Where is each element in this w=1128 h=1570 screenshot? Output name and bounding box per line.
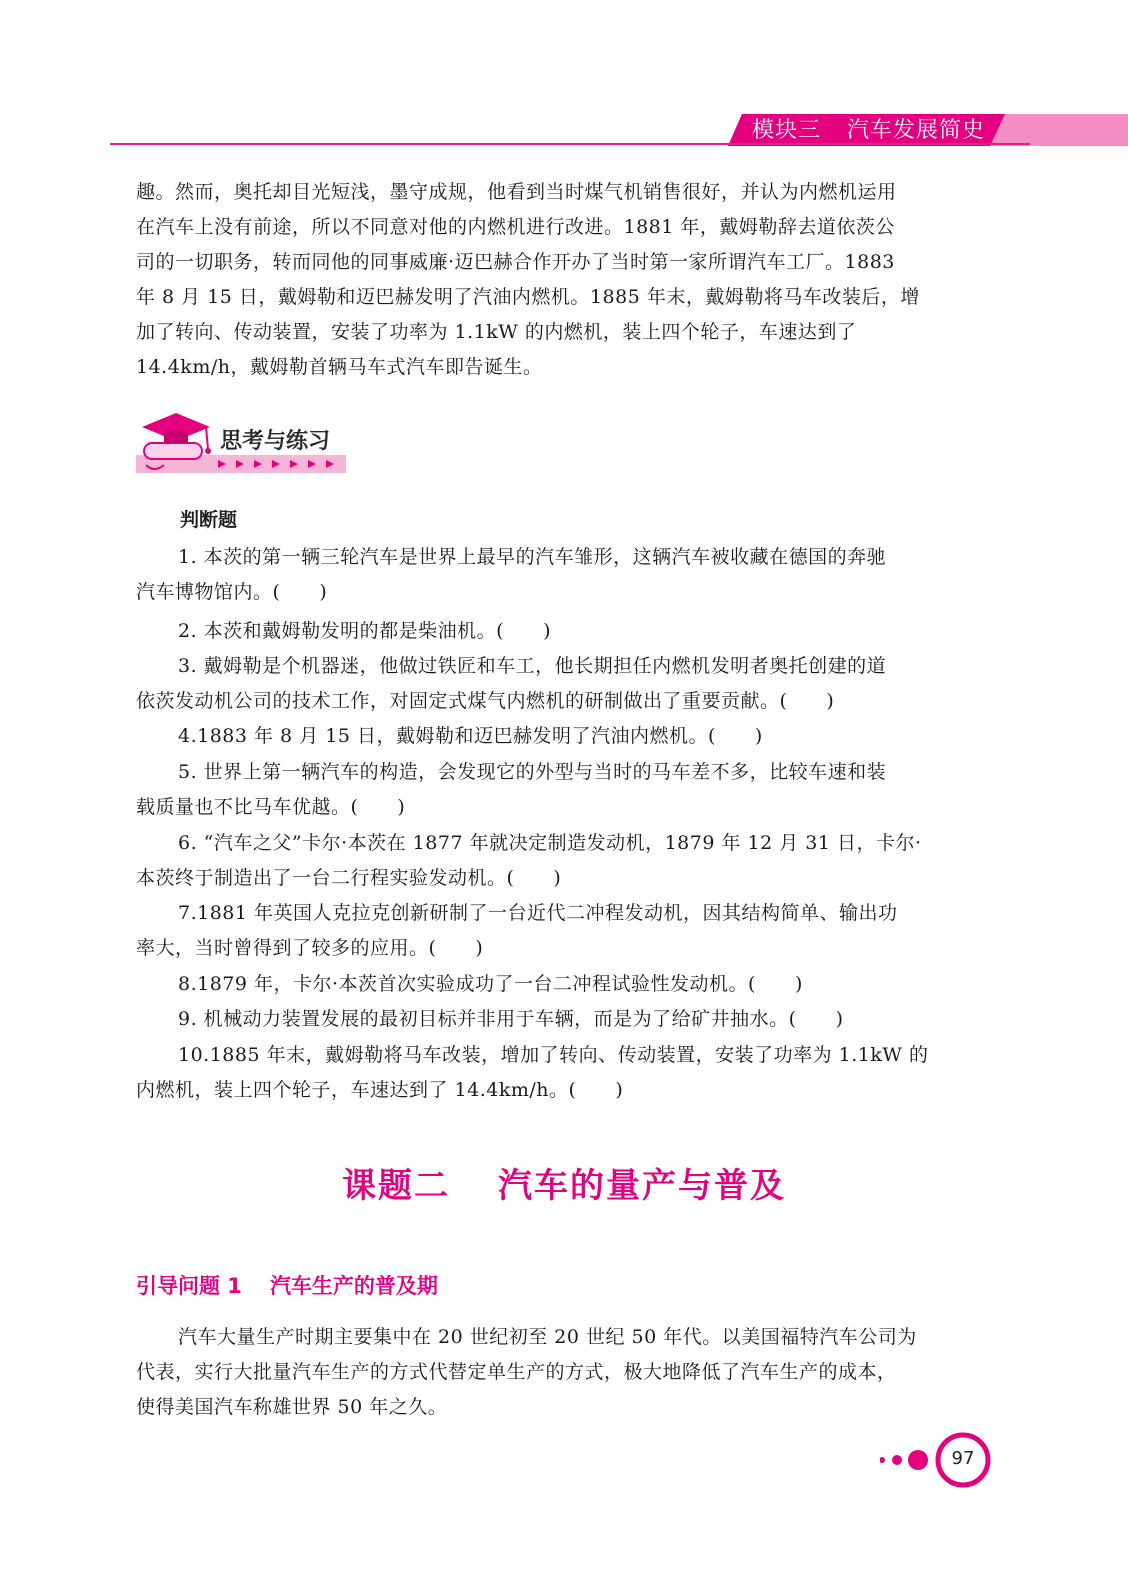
module-title: 汽车发展简史 (847, 118, 986, 143)
question-line: 4.1883 年 8 月 15 日，戴姆勒和迈巴赫发明了汽油内燃机。( ) (178, 725, 763, 747)
section-title: 汽车的量产与普及 (498, 1166, 786, 1206)
question-line: 本茨终于制造出了一台二行程实验发动机。( ) (136, 867, 562, 889)
text-line: 趣。然而，奥托却目光短浅，墨守成规，他看到当时煤气机销售很好，并认为内燃机运用 (136, 181, 897, 203)
question-line: 依茨发动机公司的技术工作，对固定式煤气内燃机的研制做出了重要贡献。( ) (136, 690, 835, 712)
question-line: 7.1881 年英国人克拉克创新研制了一台近代二冲程发动机，因其结构简单、输出功 (178, 902, 898, 924)
text-line: 加了转向、传动装置，安装了功率为 1.1kW 的内燃机，装上四个轮子，车速达到了 (136, 321, 857, 343)
text-line: 代表，实行大批量汽车生产的方式代替定单生产的方式，极大地降低了汽车生产的成本， (136, 1361, 897, 1383)
question-line: 6. “汽车之父”卡尔·本茨在 1877 年就决定制造发动机，1879 年 12 月 31 日，卡尔· (178, 832, 922, 854)
question-line: 10.1885 年末，戴姆勒将马车改装，增加了转向、传动装置，安装了功率为 1.1kW 的 (178, 1044, 929, 1066)
text-line: 14.4km/h，戴姆勒首辆马车式汽车即告诞生。 (136, 356, 543, 378)
text-line: 在汽车上没有前途，所以不同意对他的内燃机进行改进。1881 年，戴姆勒辞去道依茨公 (136, 216, 895, 238)
module-label: 模块三 (752, 118, 822, 143)
question-3 (136, 649, 991, 719)
guide-heading (136, 1270, 438, 1300)
exercise-heading: 思考与练习 (220, 429, 331, 454)
question-line: 载质量也不比马车优越。( ) (136, 796, 406, 818)
question-line: 汽车博物馆内。( ) (136, 581, 328, 603)
question-line: 5. 世界上第一辆汽车的构造，会发现它的外型与当时的马车差不多，比较车速和装 (178, 761, 887, 783)
running-header (752, 115, 985, 147)
text-line: 年 8 月 15 日，戴姆勒和迈巴赫发明了汽油内燃机。1885 年末，戴姆勒将马车改装后，增 (136, 286, 920, 308)
question-line: 2. 本茨和戴姆勒发明的都是柴油机。( ) (178, 620, 551, 642)
question-type-label: 判断题 (180, 509, 238, 531)
text-line: 司的一切职务，转而同他的同事威廉·迈巴赫合作开办了当时第一家所谓汽车工厂。1883 (136, 251, 895, 273)
question-8 (136, 967, 991, 1002)
page-number: 97 (951, 1448, 975, 1469)
text-line: 汽车大量生产时期主要集中在 20 世纪初至 20 世纪 50 年代。以美国福特汽车公司为 (178, 1326, 917, 1348)
question-line: 1. 本茨的第一辆三轮汽车是世界上最早的汽车雏形，这辆汽车被收藏在德国的奔驰 (178, 546, 887, 568)
question-7 (136, 896, 991, 966)
question-line: 9. 机械动力装置发展的最初目标并非用于车辆，而是为了给矿井抽水。( ) (178, 1008, 844, 1030)
question-10 (136, 1038, 991, 1108)
section-heading (0, 1158, 1128, 1207)
question-5 (136, 755, 991, 825)
question-4 (136, 719, 991, 754)
guide-title: 汽车生产的普及期 (269, 1274, 438, 1298)
question-2 (136, 614, 991, 649)
guide-label: 引导问题 1 (136, 1274, 242, 1298)
question-line: 3. 戴姆勒是个机器迷，他做过铁匠和车工，他长期担任内燃机发明者奥托创建的道 (178, 655, 887, 677)
question-1 (136, 540, 991, 610)
question-line: 率大，当时曾得到了较多的应用。( ) (136, 937, 484, 959)
question-line: 内燃机，装上四个轮子，车速达到了 14.4km/h。( ) (136, 1079, 624, 1101)
text-line: 使得美国汽车称雄世界 50 年之久。 (136, 1396, 448, 1418)
section-label: 课题二 (342, 1166, 450, 1206)
question-line: 8.1879 年，卡尔·本茨首次实验成功了一台二冲程试验性发动机。( ) (178, 973, 803, 995)
question-9 (136, 1002, 991, 1037)
question-6 (136, 826, 991, 896)
closing-paragraph (136, 1320, 991, 1425)
intro-paragraph (136, 175, 991, 385)
